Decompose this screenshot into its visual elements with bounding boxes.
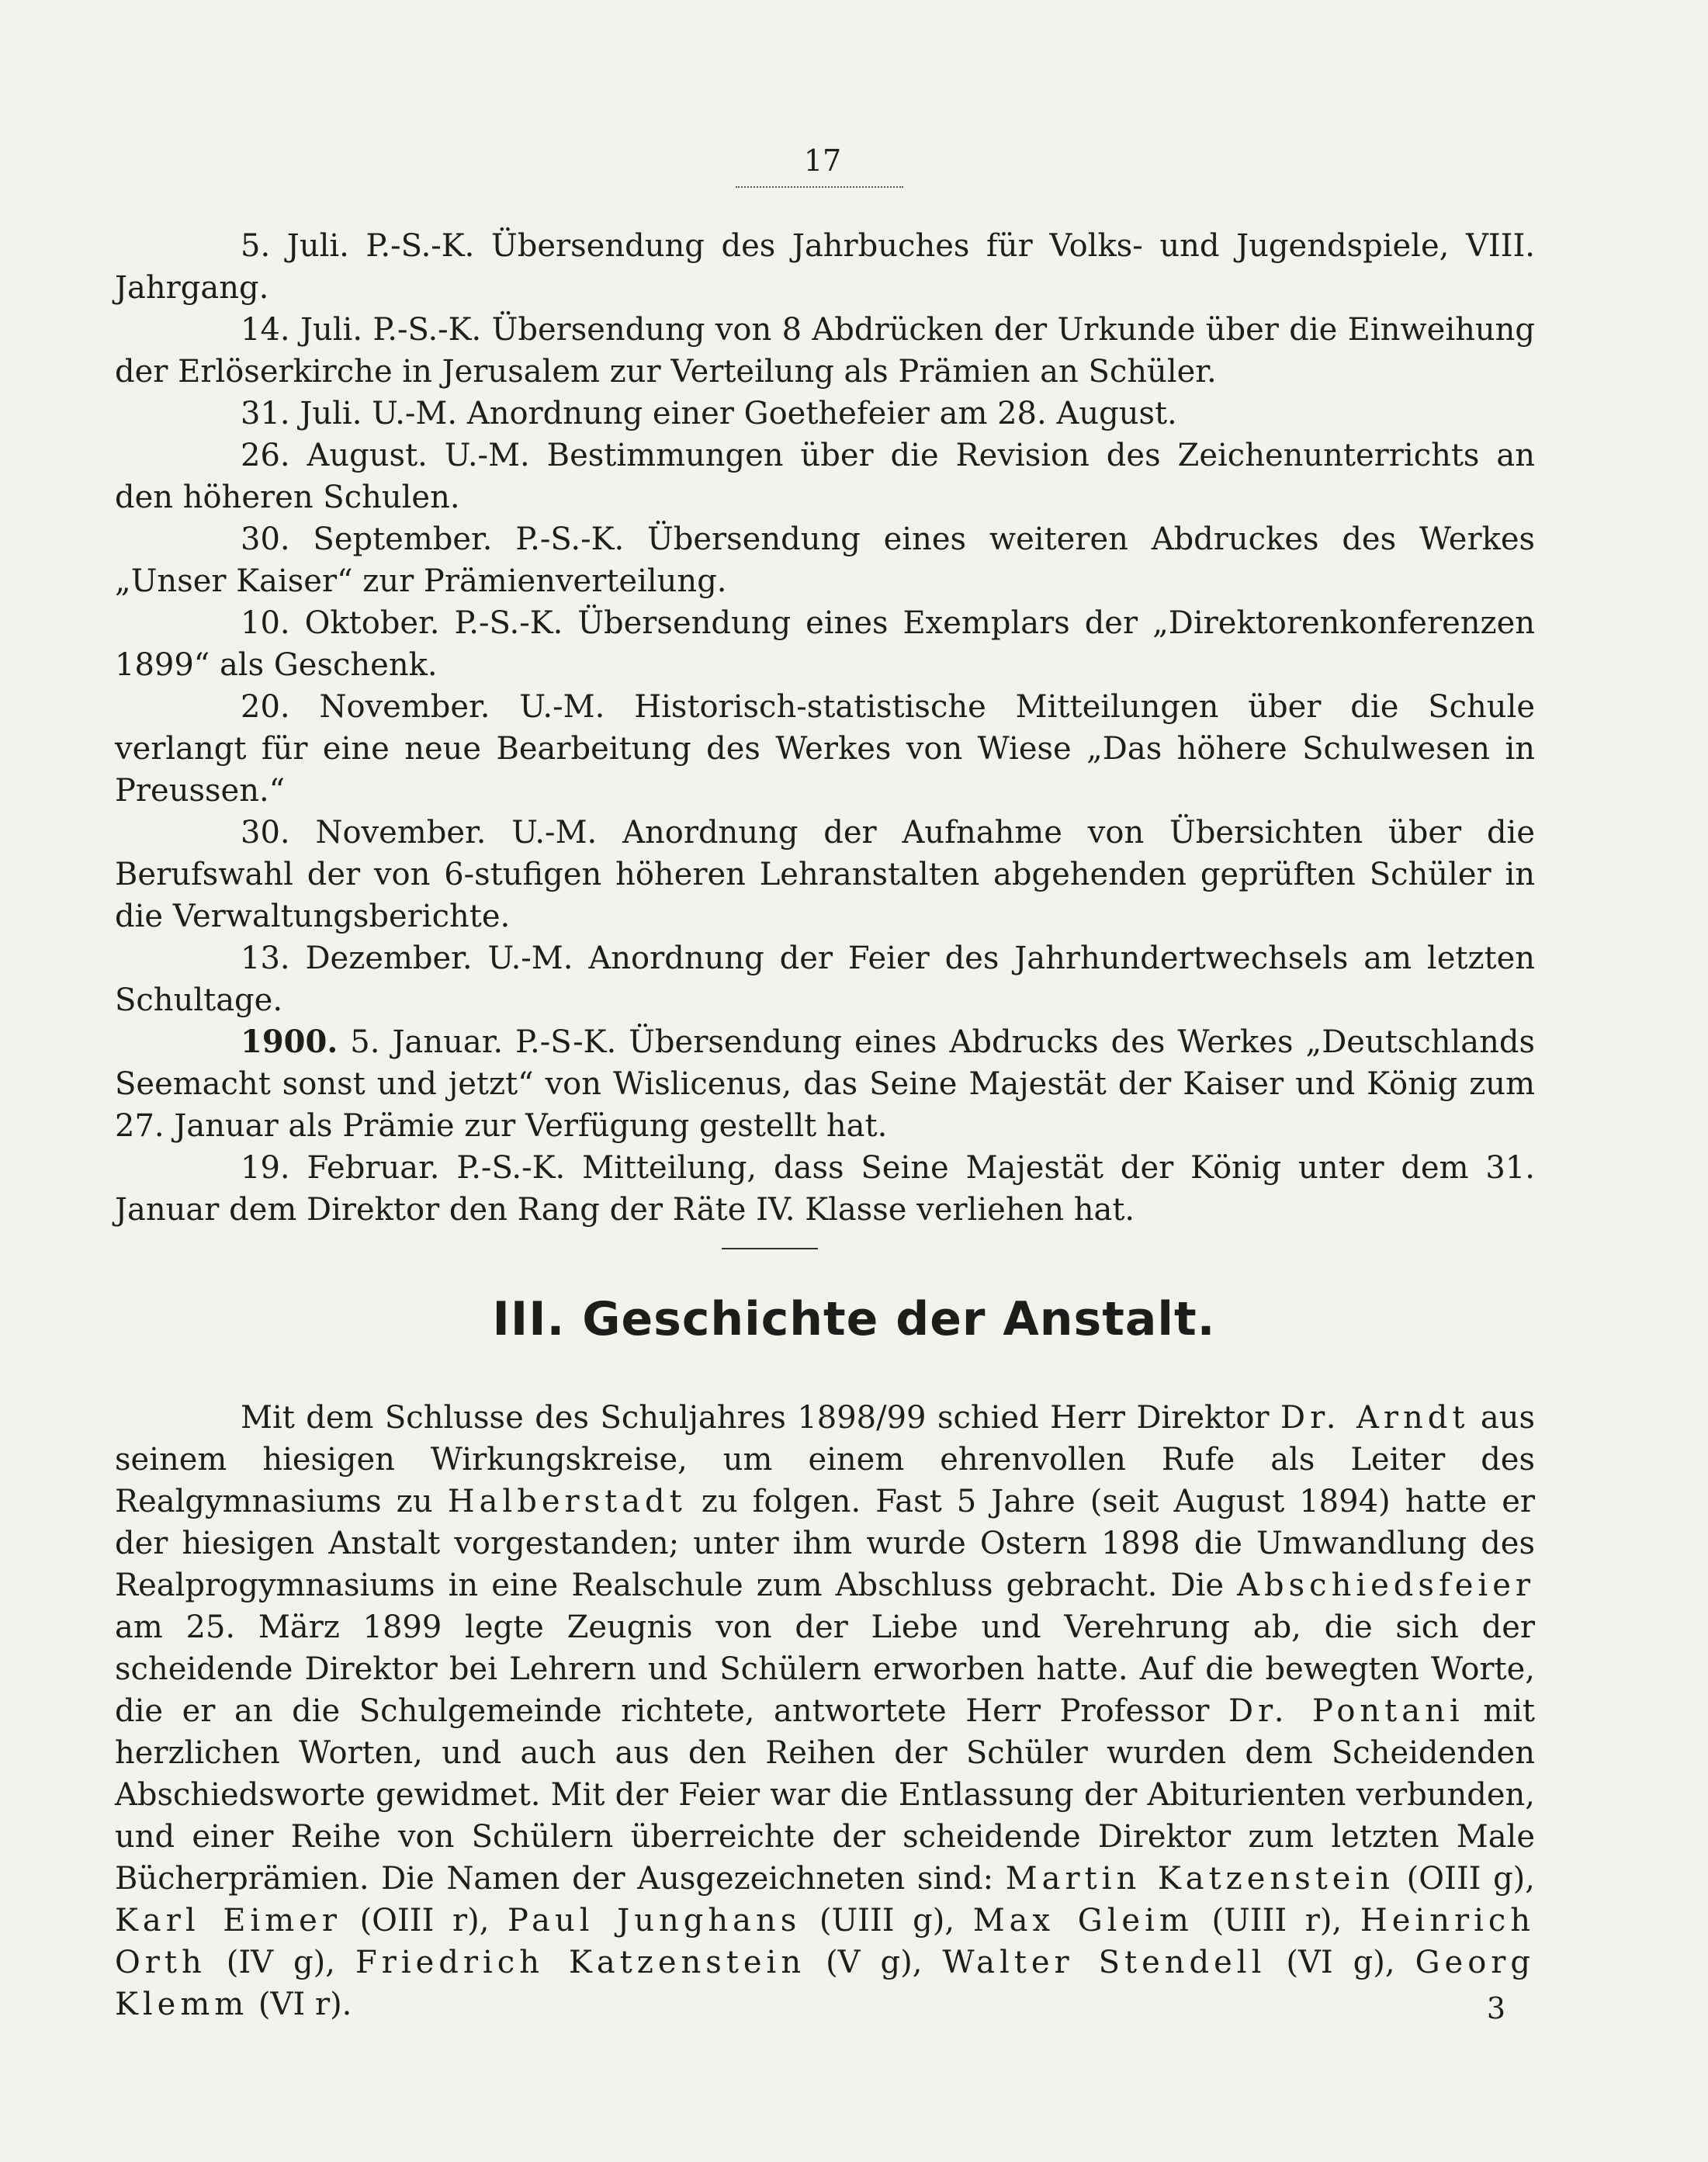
entry-date: 19. Februar.	[241, 1150, 440, 1186]
history-paragraph	[115, 1397, 1535, 2025]
entry-authority: P.-S.-K.	[372, 312, 482, 348]
entry-text: Übersendung eines weiteren Abdruckes des Werkes „Unser Kaiser“ zur Prämienverteilung.	[115, 521, 1536, 599]
entry-text: Übersendung eines Exemplars der „Direktorenkonferenzen 1899“ als Geschenk.	[115, 605, 1536, 683]
page-number: 17	[803, 144, 842, 178]
event-name: Abschiedsfeier	[1237, 1568, 1535, 1603]
history-text: Mit dem Schlusse des Schuljahres 1898/99 schied Herr Direktor	[241, 1400, 1280, 1436]
decree-entry	[115, 812, 1535, 937]
awardee-name: Max Gleim	[972, 1903, 1194, 1939]
decree-entry	[115, 937, 1535, 1021]
awardee-name: Karl Eimer	[115, 1903, 341, 1939]
awardee-class: (VI r).	[248, 1987, 352, 2022]
signature-mark: 3	[1486, 1991, 1505, 2025]
awardee-class: (VI g),	[1266, 1945, 1415, 1980]
entry-date: 13. Dezember.	[241, 941, 473, 976]
decree-entry	[115, 309, 1535, 393]
entry-text: Anordnung der Aufnahme von Übersichten über die Berufswahl der von 6-stufigen höheren Lehranstalten abgehenden geprüften Schüler in die Verwaltungsberichte.	[115, 815, 1536, 934]
section-title: III. Geschichte der Anstalt.	[492, 1292, 1216, 1346]
place-name: Halberstadt	[447, 1484, 687, 1519]
entry-year: 1900.	[241, 1024, 338, 1060]
entry-authority: U.-M.	[511, 815, 598, 851]
entry-authority: P.-S.-K.	[454, 605, 563, 641]
awardee-name: Paul Junghans	[508, 1903, 802, 1939]
page-number-ornament	[736, 180, 903, 188]
decree-entry	[115, 435, 1535, 518]
entry-authority: P.-S.-K.	[456, 1150, 566, 1186]
awardee-name: Georg Klemm	[115, 1945, 1535, 2022]
awardee-name: Martin Katzenstein	[1005, 1861, 1395, 1897]
person-name: Dr. Pontani	[1228, 1693, 1464, 1729]
decree-entry	[115, 518, 1535, 602]
entry-text: Anordnung einer Goethefeier am 28. August.	[466, 396, 1177, 431]
entry-date: 5. Juli.	[241, 228, 349, 264]
entry-authority: U.-M.	[487, 941, 573, 976]
entry-authority: P.-S.-K.	[366, 228, 475, 264]
decree-entry	[115, 225, 1535, 309]
decree-entry	[115, 393, 1535, 435]
entry-authority: U.-M.	[444, 438, 530, 473]
entry-text: Übersendung eines Abdrucks des Werkes „Deutschlands Seemacht sonst und jetzt“ von Wislicenus, das Seine Majestät der Kaiser und König zum 27. Januar als Prämie zur Verfügung gestellt hat.	[115, 1024, 1536, 1144]
awardee-class: (UIII r),	[1193, 1903, 1360, 1939]
entry-authority: U.-M.	[519, 689, 605, 725]
entry-text: Historisch-statistische Mitteilungen über die Schule verlangt für eine neue Bearbeitung des Werkes von Wiese „Das höhere Schulwesen in Preussen.“	[115, 689, 1536, 809]
entry-date: 26. August.	[241, 438, 428, 473]
entry-text: Bestimmungen über die Revision des Zeichenunterrichts an den höheren Schulen.	[115, 438, 1535, 515]
entry-date: 30. September.	[241, 521, 493, 557]
person-name: Dr. Arndt	[1280, 1400, 1470, 1436]
awardee-name: Walter Stendell	[942, 1945, 1266, 1980]
decree-entry	[115, 1021, 1535, 1147]
entry-date: 5. Januar.	[350, 1024, 504, 1060]
awardee-class: (OIII r),	[341, 1903, 508, 1939]
entry-text: Übersendung von 8 Abdrücken der Urkunde über die Einweihung der Erlöserkirche in Jerusalem zur Verteilung als Prämien an Schüler.	[115, 312, 1535, 390]
awardee-name: Friedrich Katzenstein	[355, 1945, 806, 1980]
entry-authority: P.-S-K.	[515, 1024, 617, 1060]
decree-entry	[115, 602, 1535, 686]
entry-authority: U.-M.	[372, 396, 458, 431]
decree-entry	[115, 1147, 1535, 1231]
entry-authority: P.-S.-K.	[515, 521, 625, 557]
section-divider	[722, 1248, 818, 1249]
decree-list	[115, 225, 1535, 1231]
entry-date: 14. Juli.	[241, 312, 363, 348]
entry-date: 20. November.	[241, 689, 490, 725]
entry-date: 30. November.	[241, 815, 487, 851]
entry-text: Mitteilung, dass Seine Majestät der König unter dem 31. Januar dem Direktor den Rang der Räte IV. Klasse verliehen hat.	[115, 1150, 1536, 1228]
awardee-class: (UIII g),	[801, 1903, 973, 1939]
awardee-name: Heinrich Orth	[115, 1903, 1536, 1980]
entry-date: 10. Oktober.	[241, 605, 440, 641]
awardee-class: (V g),	[805, 1945, 943, 1980]
history-text: am 25. März 1899 legte Zeugnis von der Liebe und Verehrung ab, die sich der scheidende Direktor bei Lehrern und Schülern erworben hatte. Auf die bewegten Worte, die er an die Schulgemeinde richtete, antwortete Herr Professor	[115, 1609, 1535, 1729]
awardee-class: (IV g),	[206, 1945, 355, 1980]
history-text: aus seinem hiesigen Wirkungskreise, um einem ehrenvollen Rufe als Leiter des Realgymnasiums zu	[115, 1400, 1535, 1519]
history-text: mit herzlichen Worten, und auch aus den Reihen der Schüler wurden dem Scheidenden Abschiedsworte gewidmet. Mit der Feier war die Entlassung der Abiturienten verbunden, und einer Reihe von Schülern überreichte der scheidende Direktor zum letzten Male Bücherprämien. Die Namen der Ausgezeichneten sind:	[115, 1693, 1535, 1897]
decree-entry	[115, 686, 1535, 812]
entry-text: Anordnung der Feier des Jahrhundertwechsels am letzten Schultage.	[115, 941, 1536, 1018]
entry-date: 31. Juli.	[241, 396, 362, 431]
entry-text: Übersendung des Jahrbuches für Volks- und Jugendspiele, VIII. Jahrgang.	[115, 228, 1535, 306]
awardee-class: (OIII g),	[1394, 1861, 1535, 1897]
history-text: zu folgen. Fast 5 Jahre (seit August 1894) hatte er der hiesigen Anstalt vorgestanden; unter ihm wurde Ostern 1898 die Umwandlung des Realprogymnasiums in eine Realschule zum Abschluss gebracht. Die	[115, 1484, 1535, 1603]
